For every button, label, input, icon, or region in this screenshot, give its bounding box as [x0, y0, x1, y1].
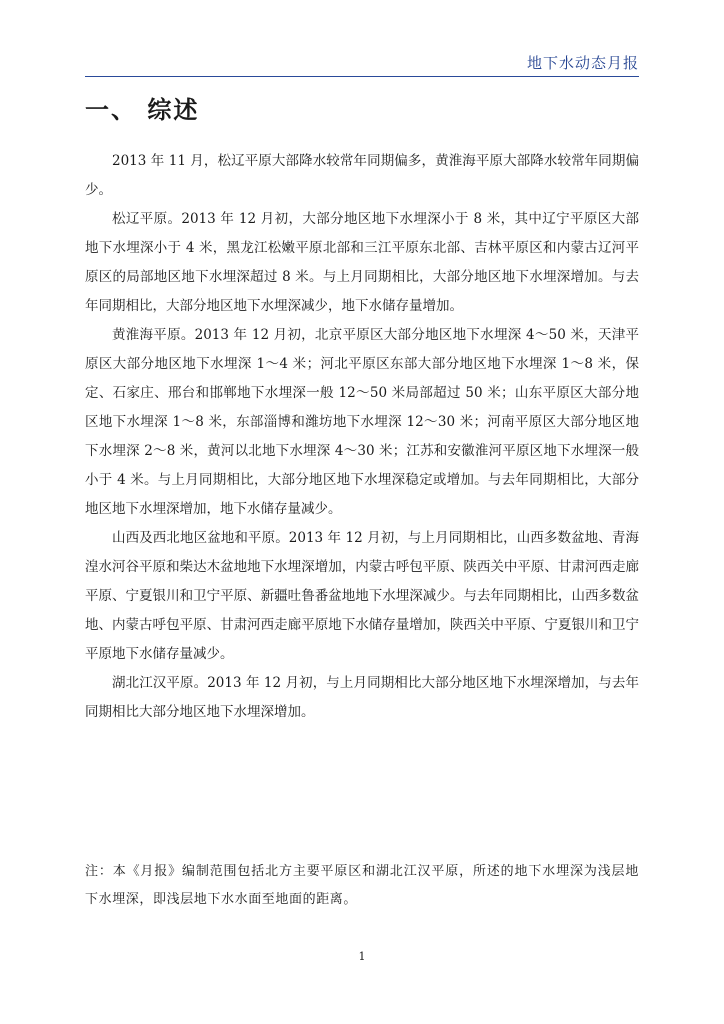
paragraph-shanxi-northwest: 山西及西北地区盆地和平原。2013 年 12 月初，与上月同期相比，山西多数盆地、青海湟水河谷平原和柴达木盆地地下水埋深增加，内蒙古呼包平原、陕西关中平原、甘肃河西走廊平原、宁夏银川和卫宁平原、新疆吐鲁番盆地地下水埋深减少。与去年同期相比，山西多数盆地、内蒙古呼包平原、甘肃河西走廊平原地下水储存量增加，陕西关中平原、宁夏银川和卫宁平原地下水储存量减少。	[85, 530, 639, 662]
page-number: 1	[358, 950, 366, 963]
paragraph-precipitation: 2013 年 11 月，松辽平原大部降水较常年同期偏多，黄淮海平原大部降水较常年同期偏少。	[85, 153, 639, 198]
summary-body	[85, 147, 639, 727]
paragraph-huanghuaihai: 黄淮海平原。2013 年 12 月初，北京平原区大部分地区地下水埋深 4～50 米，天津平原区大部分地区地下水埋深 1～4 米；河北平原区东部大部分地区地下水埋深 1～8 米，保定、石家庄、邢台和邯郸地下水埋深一般 12～50 米局部超过 50 米；山东平原区大部分地区地下水埋深 1～8 米，东部淄博和潍坊地下水埋深 12～30 米；河南平原区大部分地区地下水埋深 2～8 米，黄河以北地下水埋深 4～30 米；江苏和安徽淮河平原区地下水埋深一般小于 4 米。与上月同期相比，大部分地区地下水埋深稳定或增加。与去年同期相比，大部分地区地下水埋深增加，地下水储存量减少。	[85, 327, 639, 517]
paragraph-jianghan: 湖北江汉平原。2013 年 12 月初，与上月同期相比大部分地区地下水埋深增加，与去年同期相比大部分地区地下水埋深增加。	[85, 675, 639, 720]
paragraph-songliao: 松辽平原。2013 年 12 月初，大部分地区地下水埋深小于 8 米，其中辽宁平原区大部地下水埋深小于 4 米，黑龙江松嫩平原北部和三江平原东北部、吉林平原区和内蒙古辽河平原区的局部地区地下水埋深超过 8 米。与上月同期相比，大部分地区地下水埋深增加。与去年同期相比，大部分地区地下水埋深减少，地下水储存量增加。	[85, 211, 639, 314]
header-divider	[85, 76, 639, 77]
report-header-title: 地下水动态月报	[526, 54, 639, 72]
footnote: 注：本《月报》编制范围包括北方主要平原区和湖北江汉平原，所述的地下水埋深为浅层地下水埋深，即浅层地下水水面至地面的距离。	[85, 864, 639, 907]
section-heading: 一、 综述	[85, 95, 200, 124]
